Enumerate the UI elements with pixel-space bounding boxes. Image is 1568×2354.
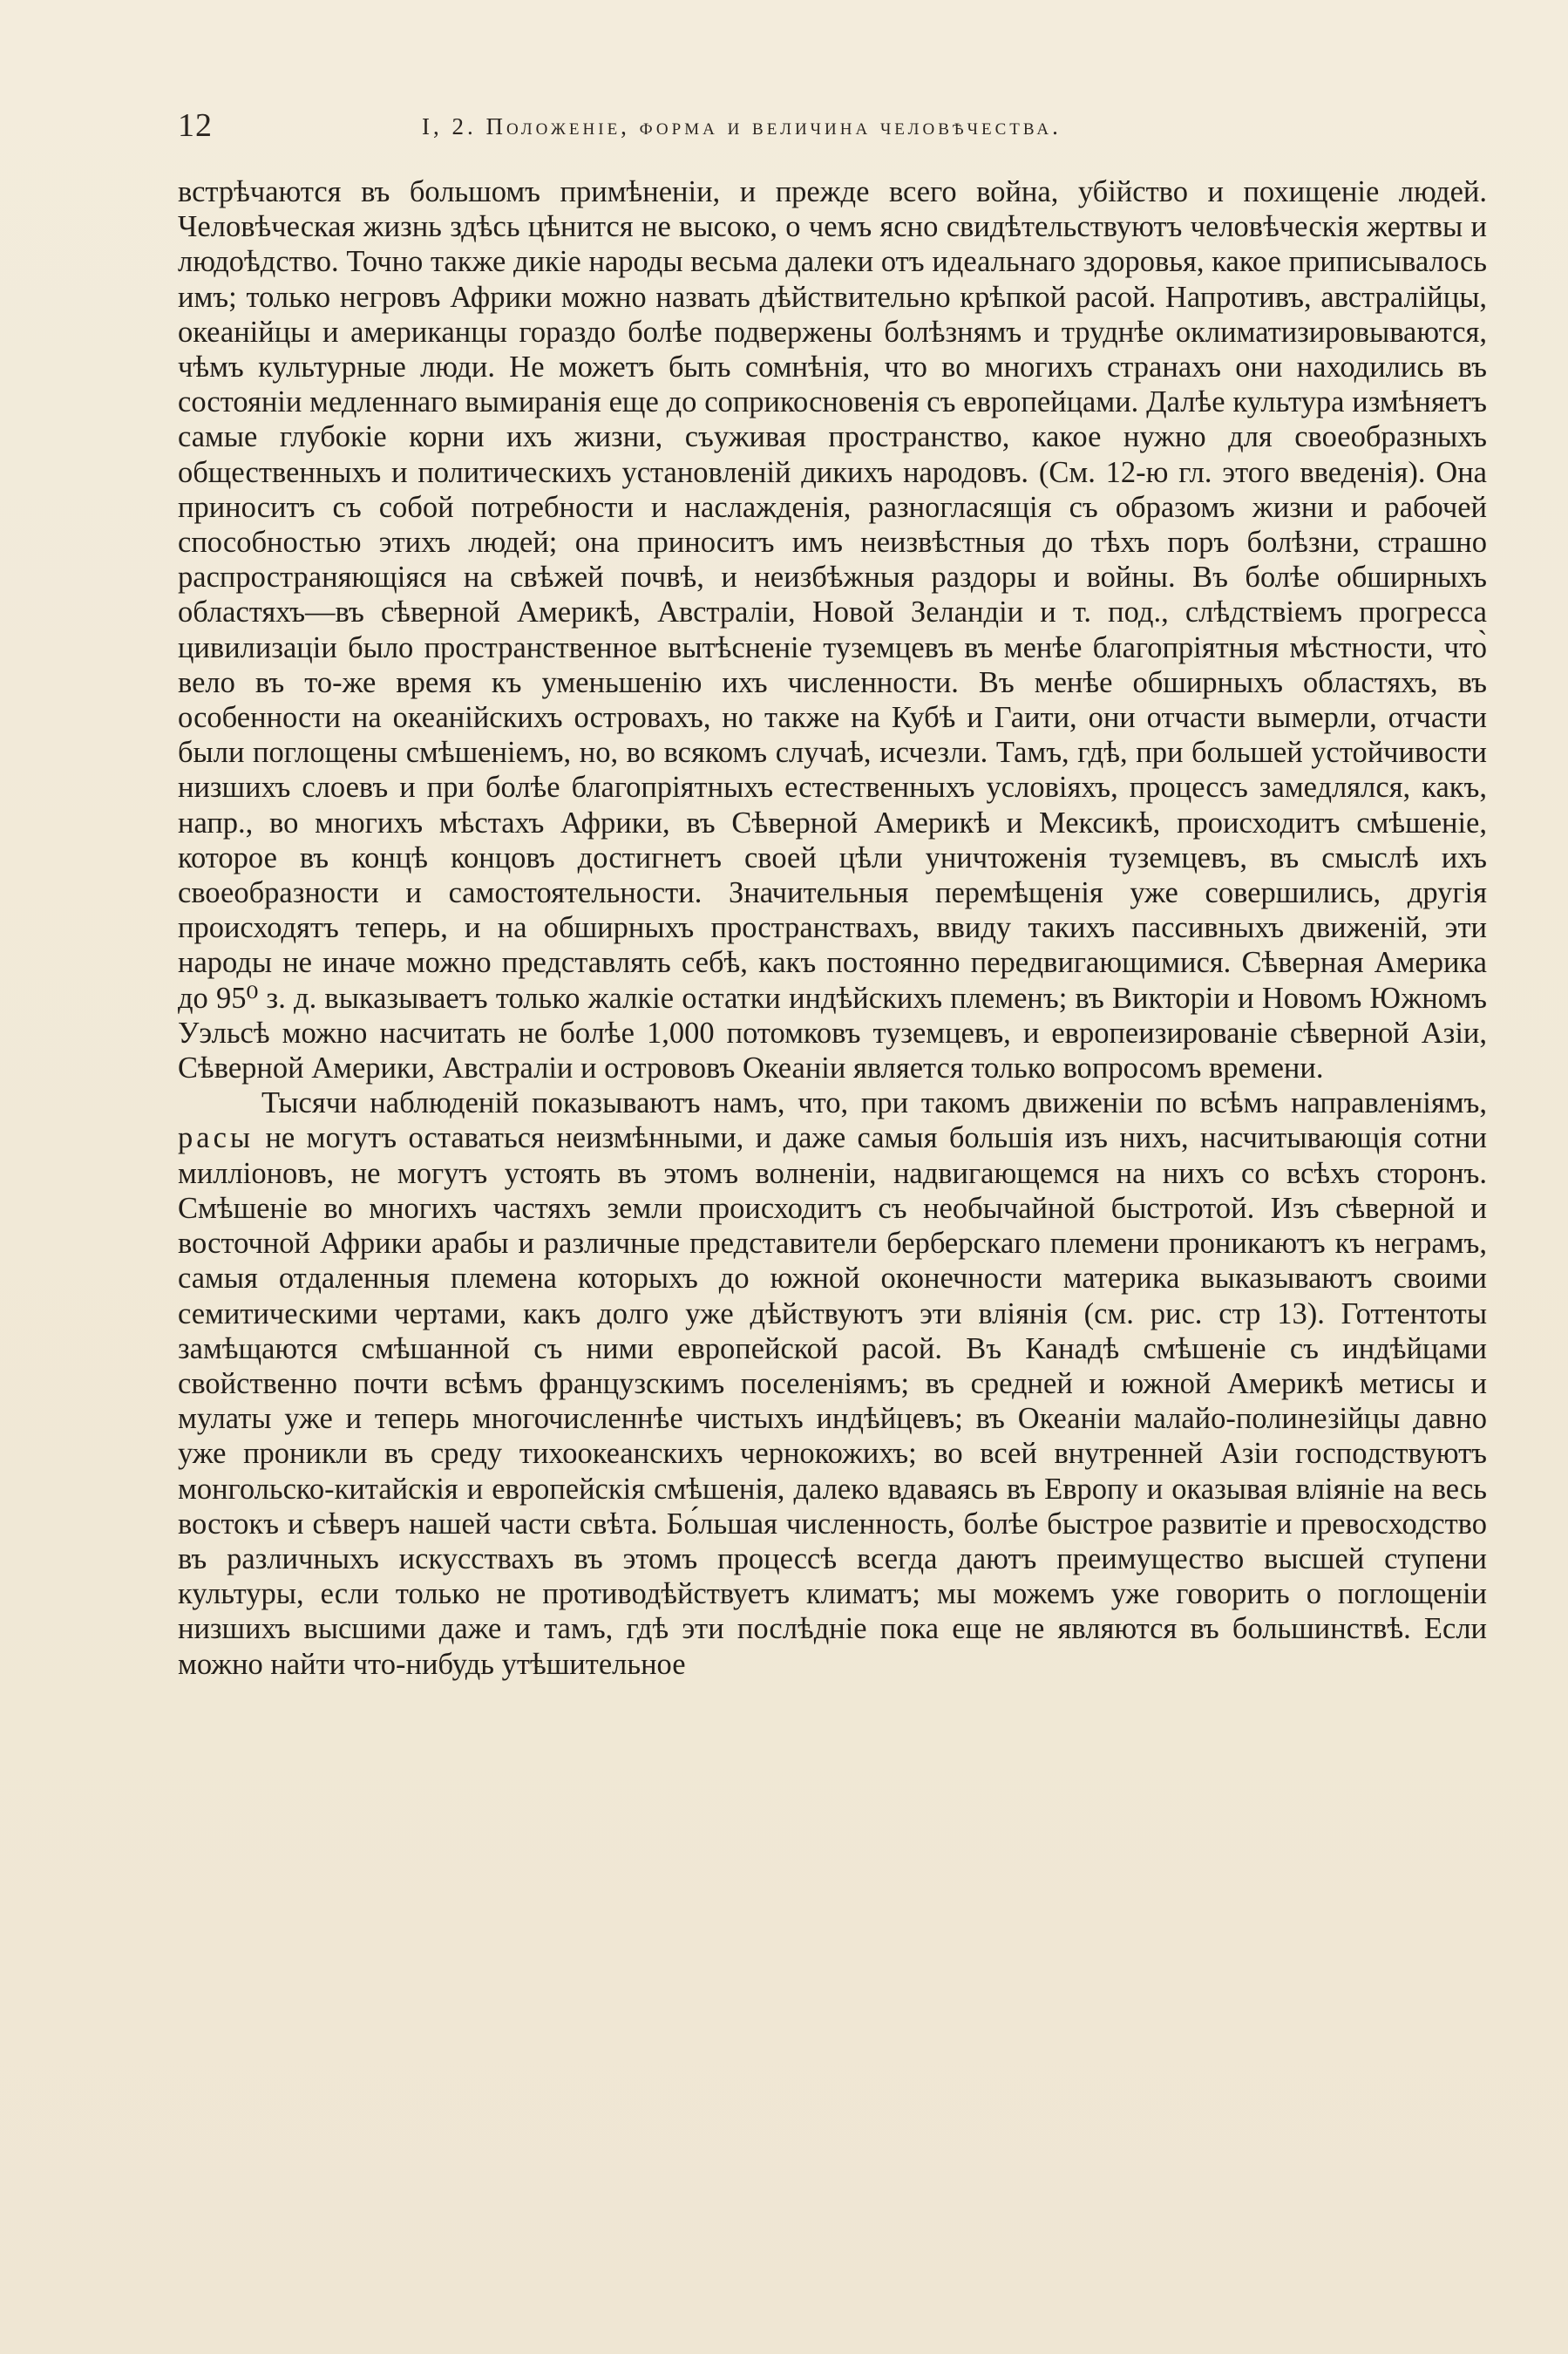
running-head — [178, 103, 1485, 155]
running-title: I, 2. Положеніе, форма и величина человѣчества. — [422, 113, 1062, 139]
body-text — [178, 174, 1487, 1682]
page-number: 12 — [178, 107, 213, 144]
paragraph — [178, 1085, 1487, 1681]
text-run: не могутъ оставаться неизмѣнными, и даже самыя большія изъ нихъ, насчитывающія сотни милліоновъ, не могутъ устоять въ этомъ волненіи, надвигающемся на нихъ со всѣхъ сторонъ. Смѣшеніе во многихъ частяхъ земли происходитъ съ необычайной быстротой. Изъ сѣверной и восточной Африки арабы и различные представители берберскаго племени проникаютъ къ неграмъ, самыя отдаленныя племена которыхъ до южной оконечности материка выказываютъ своими семитическими чертами, какъ долго уже дѣйствуютъ эти вліянія (см. рис. стр 13). Готтентоты замѣщаются смѣшанной съ ними европейской расой. Въ Канадѣ смѣшеніе съ индѣйцами свойственно почти всѣмъ французскимъ поселеніямъ; въ средней и южной Америкѣ метисы и мулаты уже и теперь многочисленнѣе чистыхъ индѣйцевъ; въ Океаніи малайо-полинезійцы давно уже проникли въ среду тихоокеанскихъ чернокожихъ; во всей внутренней Азіи господствуютъ монгольско-китайскія и европейскія смѣшенія, далеко вдаваясь въ Европу и оказывая вліяніе на весь востокъ и сѣверъ нашей части свѣта. Бо́льшая численность, болѣе быстрое развитіе и превосходство въ различныхъ искусствахъ въ этомъ процессѣ всегда даютъ преимущество высшей ступени культуры, если только не противодѣйствуетъ климатъ; мы можемъ уже говорить о поглощеніи низшихъ высшими даже и тамъ, гдѣ эти послѣдніе пока еще не являются въ большинствѣ. Если можно найти что-нибудь утѣшительное — [178, 1121, 1487, 1681]
emphasized-word: расы — [178, 1121, 255, 1155]
paragraph: встрѣчаются въ большомъ примѣненіи, и прежде всего война, убійство и похищеніе людей. Человѣческая жизнь здѣсь цѣнится не высоко, о чемъ ясно свидѣтельствуютъ человѣческія жертвы и людоѣдство. Точно также дикіе народы весьма далеки отъ идеальнаго здоровья, какое приписывалось имъ; только негровъ Африки можно назвать дѣйствительно крѣпкой расой. Напротивъ, австралійцы, океанійцы и американцы гораздо болѣе подвержены болѣзнямъ и труднѣе оклиматизировываются, чѣмъ культурные люди. Не можетъ быть сомнѣнія, что во многихъ странахъ они находились въ состояніи медленнаго вымиранія еще до соприкосновенія съ европейцами. Далѣе культура измѣняетъ самые глубокіе корни ихъ жизни, съуживая пространство, какое нужно для своеобразныхъ общественныхъ и политическихъ установленій дикихъ народовъ. (См. 12-ю гл. этого введенія). Она приноситъ съ собой потребности и наслажденія, разногласящія съ образомъ жизни и рабочей способностью этихъ людей; она приноситъ имъ неизвѣстныя до тѣхъ поръ болѣзни, страшно распространяющіяся на свѣжей почвѣ, и неизбѣжныя раздоры и войны. Въ болѣе обширныхъ областяхъ—въ сѣверной Америкѣ, Австраліи, Новой Зеландіи и т. под., слѣдствіемъ прогресса цивилизаціи было пространственное вытѣсненіе туземцевъ въ менѣе благопріятныя мѣстности, что̀ вело въ то-же время къ уменьшенію ихъ численности. Въ менѣе обширныхъ областяхъ, въ особенности на океанійскихъ островахъ, но также на Кубѣ и Гаити, они отчасти вымерли, отчасти были поглощены смѣшеніемъ, но, во всякомъ случаѣ, исчезли. Тамъ, гдѣ, при большей устойчивости низшихъ слоевъ и при болѣе благопріятныхъ естественныхъ условіяхъ, процессъ замедлялся, какъ, напр., во многихъ мѣстахъ Африки, въ Сѣверной Америкѣ и Мексикѣ, происходитъ смѣшеніе, которое въ концѣ концовъ достигнетъ своей цѣли уничтоженія туземцевъ, въ смыслѣ ихъ своеобразности и самостоятельности. Значительныя перемѣщенія уже совершились, другія происходятъ теперь, и на обширныхъ пространствахъ, ввиду такихъ пассивныхъ движеній, эти народы не иначе можно представлять себѣ, какъ постоянно передвигающимися. Сѣверная Америка до 95⁰ з. д. выказываетъ только жалкіе остатки индѣйскихъ племенъ; въ Викторіи и Новомъ Южномъ Уэльсѣ можно насчитать не болѣе 1,000 потомковъ туземцевъ, и европеизированіе сѣверной Азіи, Сѣверной Америки, Австраліи и островoвъ Океаніи является только вопросомъ времени. — [178, 175, 1487, 1085]
text-run: Тысячи наблюденій показываютъ намъ, что, при такомъ движеніи по всѣмъ направленіямъ, — [261, 1086, 1487, 1120]
